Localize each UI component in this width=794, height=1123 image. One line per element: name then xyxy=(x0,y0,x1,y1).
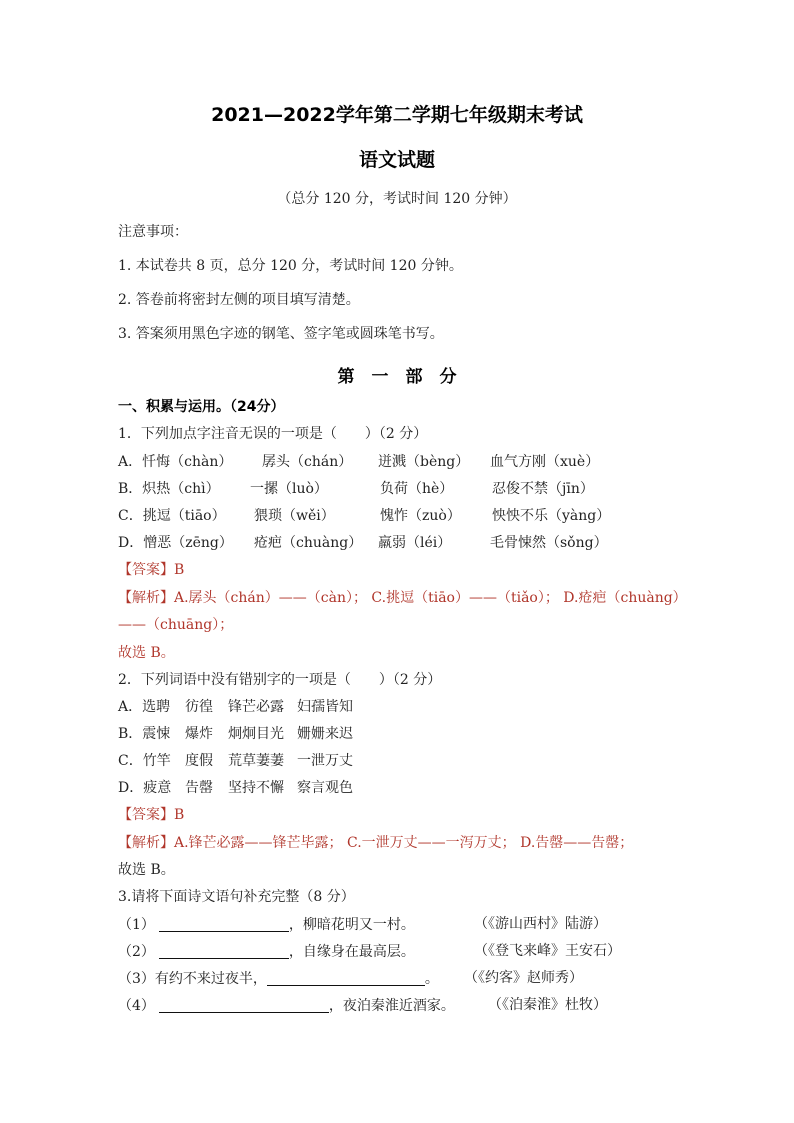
subject-title: 语文试题 xyxy=(358,149,435,171)
q1-option-b-word4: 忍俊不禁（jīn） xyxy=(492,481,594,497)
q1-option-d-word2: 疮疤（chuàng） xyxy=(254,535,363,551)
question-stem: 3.请将下面诗文语句补充完整（8 分） xyxy=(118,889,355,905)
answer-blank[interactable] xyxy=(159,998,329,1013)
q2-option-b-w2: 爆炸 xyxy=(185,726,213,742)
score-info: （总分 120 分，考试时间 120 分钟） xyxy=(277,191,517,207)
line-text: ，自缘身在最高层。 xyxy=(288,944,415,960)
notice-item: 2. 答卷前将密封左侧的项目填写清楚。 xyxy=(118,292,360,308)
line-text: ，夜泊秦淮近酒家。 xyxy=(328,998,455,1014)
q3-line-4 xyxy=(118,998,455,1013)
notice-item: 1. 本试卷共 8 页，总分 120 分，考试时间 120 分钟。 xyxy=(118,258,463,274)
q1-option-c-word1: C．挑逗（tiāo） xyxy=(118,508,226,524)
line-prefix: 有约不来过夜半， xyxy=(154,971,267,987)
q2-option-c-w1: C．竹竿 xyxy=(118,753,171,769)
q3-source-2: （《登飞来峰》王安石） xyxy=(474,943,621,959)
q1-answer: 【答案】B xyxy=(118,562,185,578)
q1-option-d-word3: 羸弱（léi） xyxy=(378,535,452,551)
notice-item: 3. 答案须用黑色字迹的钢笔、签字笔或圆珠笔书写。 xyxy=(118,326,444,342)
q3-line-1 xyxy=(118,917,415,932)
q2-analysis xyxy=(118,836,633,850)
q2-option-b-w3: 炯炯目光 xyxy=(228,726,284,742)
exam-title: 2021—2022学年第二学期七年级期末考试 xyxy=(211,104,583,126)
question-stem: 1．下列加点字注音无误的一项是（ ）（2 分） xyxy=(118,426,428,442)
line-text: 。 xyxy=(424,971,439,987)
q2-conclusion: 故选 B。 xyxy=(118,862,175,878)
q3-source-1: （《游山西村》陆游） xyxy=(474,916,607,932)
q1-option-b-word2: 一摞（luò） xyxy=(250,481,328,497)
notice-heading: 注意事项： xyxy=(118,224,188,240)
q3-source-3: （《约客》赵师秀） xyxy=(464,970,583,986)
q2-option-b-w4: 姗姗来迟 xyxy=(297,726,353,742)
q2-option-a-w2: 彷徨 xyxy=(185,699,213,715)
q2-option-a-w3: 锋芒必露 xyxy=(228,699,284,715)
q2-answer: 【答案】B xyxy=(118,807,185,823)
q3-line-3 xyxy=(118,971,439,986)
q1-option-a-word4: 血气方刚（xuè） xyxy=(490,454,600,470)
line-text: ，柳暗花明又一村。 xyxy=(288,917,415,933)
q1-option-d-word4: 毛骨悚然（sǒng） xyxy=(490,535,608,551)
q1-analysis xyxy=(118,591,687,605)
q2-option-c-w2: 度假 xyxy=(185,753,213,769)
q3-line-2 xyxy=(118,944,415,959)
q2-option-d-w2: 告罄 xyxy=(185,780,213,796)
analysis-text: A.锋芒必露——锋芒毕露； C.一泄万丈——一泻万丈； D.告罄——告罄； xyxy=(174,835,634,851)
q2-option-d-w4: 察言观色 xyxy=(297,780,353,796)
line-number: （3） xyxy=(118,971,155,987)
line-number: （2） xyxy=(118,944,155,960)
analysis-label: 【解析】 xyxy=(118,835,174,851)
q1-conclusion: 故选 B。 xyxy=(118,645,175,661)
q1-option-a-word2: 孱头（chán） xyxy=(262,454,353,470)
q1-option-a-word3: 迸溅（bèng） xyxy=(378,454,470,470)
q2-option-c-w4: 一泄万丈 xyxy=(297,753,353,769)
part-title: 第 一 部 分 xyxy=(337,367,457,387)
q2-option-c-w3: 荒草萋萋 xyxy=(228,753,284,769)
q2-option-d-w3: 坚持不懈 xyxy=(228,780,284,796)
q2-option-b-w1: B．震悚 xyxy=(118,726,171,742)
line-number: （1） xyxy=(118,917,155,933)
section-heading: 一、积累与运用。（24分） xyxy=(118,399,285,415)
answer-blank[interactable] xyxy=(159,944,289,959)
q2-option-a-w4: 妇孺皆知 xyxy=(297,699,353,715)
line-number: （4） xyxy=(118,998,155,1014)
analysis-text: A.孱头（chán）——（càn）； C.挑逗（tiāo）——（tiǎo）； D.疮疤（chuàng） xyxy=(174,590,687,606)
answer-blank[interactable] xyxy=(159,917,289,932)
question-stem: 2．下列词语中没有错别字的一项是（ ）（2 分） xyxy=(118,672,442,688)
answer-blank[interactable] xyxy=(267,971,425,986)
q2-option-a-w1: A．选聘 xyxy=(118,699,171,715)
q1-option-c-word4: 怏怏不乐（yàng） xyxy=(492,508,611,524)
q1-option-c-word3: 愧怍（zuò） xyxy=(380,508,461,524)
q2-option-d-w1: D．疲意 xyxy=(118,780,172,796)
q1-option-b-word1: B．炽热（chì） xyxy=(118,481,220,497)
q1-analysis-cont: ——（chuāng）； xyxy=(118,617,234,633)
analysis-label: 【解析】 xyxy=(118,590,174,606)
q1-option-c-word2: 猥琐（wěi） xyxy=(254,508,335,524)
q3-source-4: （《泊秦淮》杜牧） xyxy=(488,997,607,1013)
q1-option-b-word3: 负荷（hè） xyxy=(380,481,454,497)
q1-option-d-word1: D．憎恶（zēng） xyxy=(118,535,233,551)
q1-option-a-word1: A．忏悔（chàn） xyxy=(118,454,233,470)
